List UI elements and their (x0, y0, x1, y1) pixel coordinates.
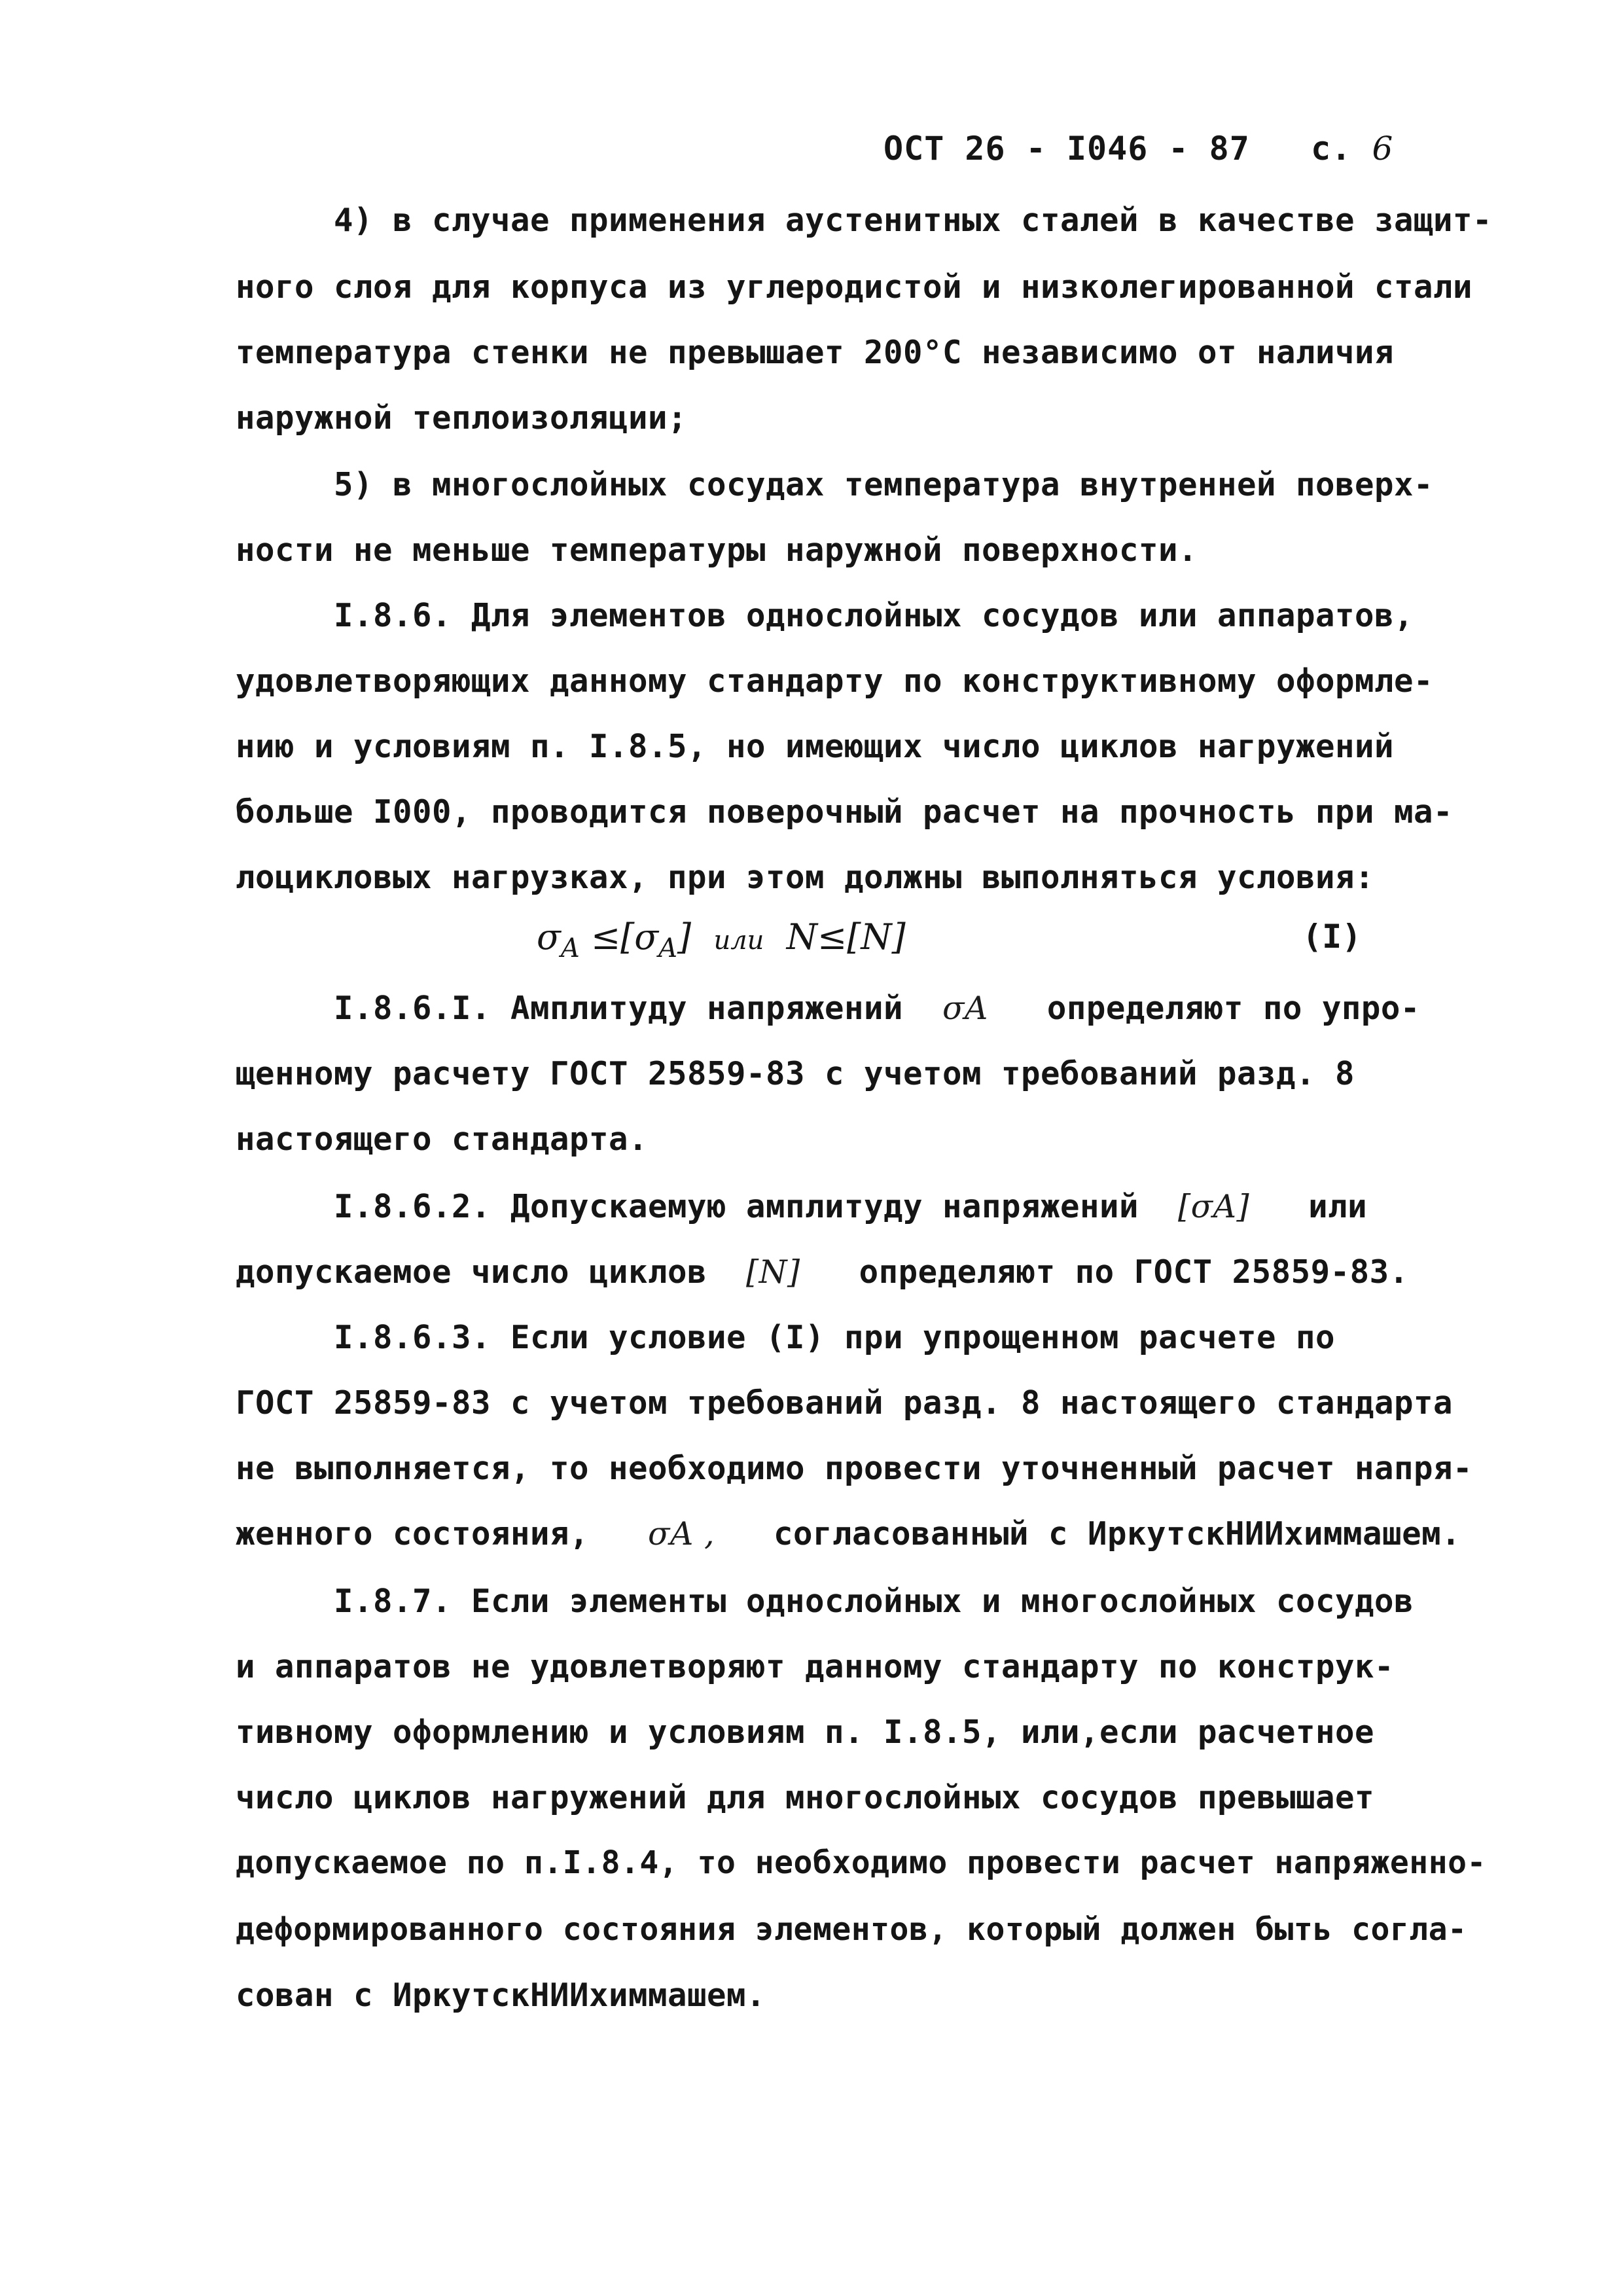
condition-formula: $\sigma_A \le[\sigma_A]$ или N≤[N] (537, 916, 906, 963)
allowed-cycles-symbol: [N] (746, 1253, 800, 1291)
section-1-8-7-line: и аппаратов не удовлетворяют данному стандарту по конструк- (236, 1648, 1395, 1685)
page-header (883, 130, 1393, 168)
paragraph-5-line: ности не меньше температуры наружной поверхности. (236, 531, 1198, 569)
amplitude-symbol: σA , (648, 1515, 715, 1552)
section-1-8-6-3-line: I.8.6.3. Если условие (I) при упрощенном расчете по (334, 1319, 1336, 1356)
section-1-8-6-line: нию и условиям п. I.8.5, но имеющих число циклов нагружений (236, 728, 1395, 765)
paragraph-4-line: наружной теплоизоляции; (236, 399, 688, 437)
paragraph-4-line: ного слоя для корпуса из углеродистой и низколегированной стали (236, 268, 1473, 306)
section-1-8-7-line: деформированного состояния элементов, который должен быть согла- (236, 1911, 1467, 1948)
document-number: ОСТ 26 - I046 - 87 (883, 130, 1250, 168)
section-1-8-6-line: лоцикловых нагрузках, при этом должны выполняться условия: (236, 859, 1375, 896)
section-1-8-6-line: удовлетворяющих данному стандарту по конструктивному оформле- (236, 662, 1434, 700)
equation-number: (I) (1302, 918, 1362, 956)
page-number: 6 (1372, 130, 1394, 168)
section-1-8-7-line: сован с ИркутскНИИхиммашем. (236, 1977, 766, 2014)
section-1-8-6-line: I.8.6. Для элементов однослойных сосудов или аппаратов, (334, 597, 1414, 634)
paragraph-4-line: температура стенки не превышает 200°С независимо от наличия (236, 334, 1395, 371)
section-1-8-6-1-line: щенному расчету ГОСТ 25859-83 с учетом требований разд. 8 (236, 1055, 1355, 1092)
section-1-8-7-line: I.8.7. Если элементы однослойных и многослойных сосудов (334, 1583, 1414, 1620)
section-1-8-6-2-line: I.8.6.2. Допускаемую амплитуду напряжений [σA] или (334, 1188, 1368, 1225)
section-1-8-7-line: число циклов нагружений для многослойных сосудов превышает (236, 1779, 1375, 1816)
section-1-8-7-line: допускаемое по п.I.8.4, то необходимо провести расчет напряженно- (236, 1844, 1486, 1881)
section-1-8-6-1-line: I.8.6.I. Амплитуду напряжений σA определяют по упро- (334, 990, 1420, 1027)
section-1-8-6-3-line: не выполняется, то необходимо провести уточненный расчет напря- (236, 1450, 1473, 1487)
amplitude-symbol: σA (942, 990, 988, 1027)
allowed-amplitude-symbol: [σA] (1178, 1188, 1250, 1225)
paragraph-5-line: 5) в многослойных сосудах температура внутренней поверх- (334, 466, 1434, 503)
section-1-8-6-3-line: женного состояния, σA , согласованный с ИркутскНИИхиммашем. (236, 1515, 1461, 1552)
section-1-8-6-2-line: допускаемое число циклов [N] определяют по ГОСТ 25859-83. (236, 1253, 1409, 1291)
section-1-8-7-line: тивному оформлению и условиям п. I.8.5, или,если расчетное (236, 1713, 1375, 1751)
section-1-8-6-line: больше I000, проводится поверочный расчет на прочность при ма- (236, 793, 1454, 831)
section-1-8-6-3-line: ГОСТ 25859-83 с учетом требований разд. 8 настоящего стандарта (236, 1384, 1454, 1422)
section-1-8-6-1-line: настоящего стандарта. (236, 1121, 649, 1158)
paragraph-4-line: 4) в случае применения аустенитных сталей в качестве защит- (334, 202, 1493, 239)
page-label: с. (1311, 130, 1352, 168)
